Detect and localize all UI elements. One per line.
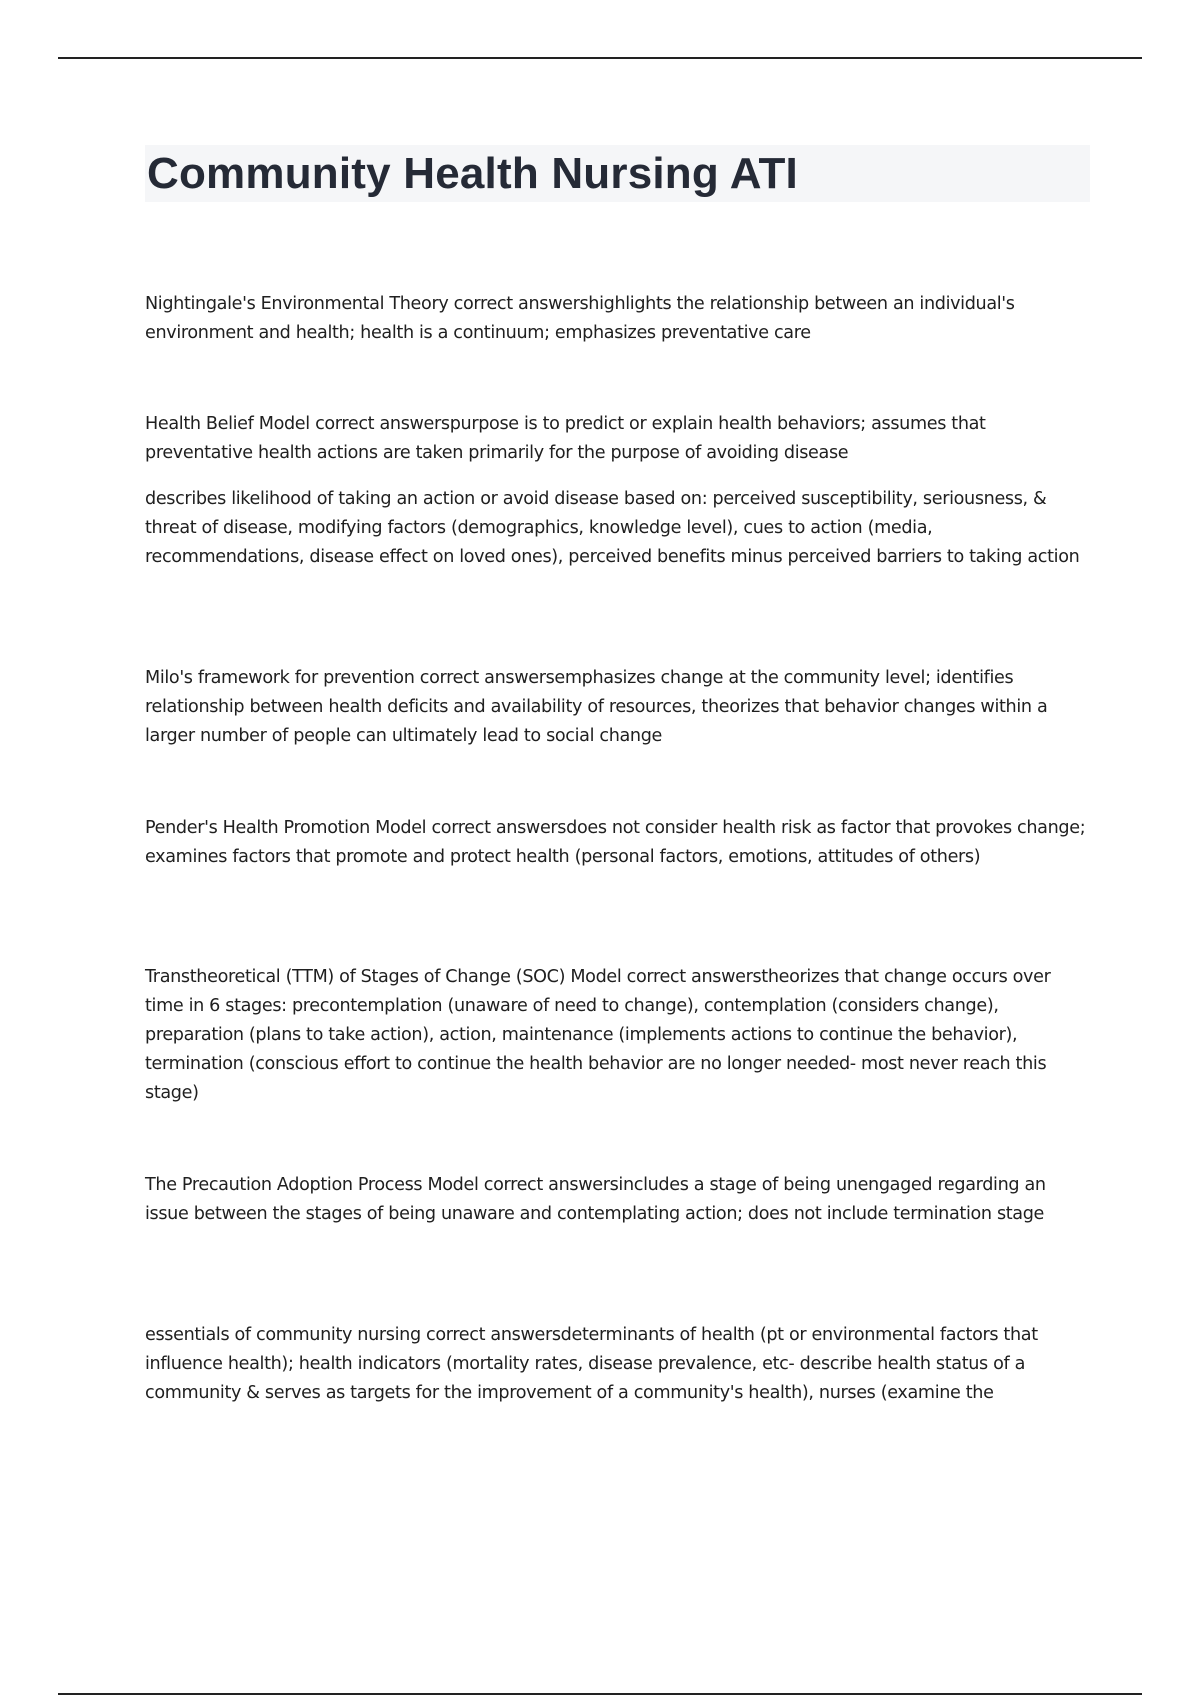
bottom-divider — [58, 1693, 1142, 1695]
top-divider — [58, 57, 1142, 59]
paragraph-pender-model: Pender's Health Promotion Model correct answersdoes not consider health risk as factor that provokes change; examines factors that promote and protect health (personal factors, emotions, attitudes of others) — [145, 818, 1086, 867]
paragraph-health-belief-details: describes likelihood of taking an action or avoid disease based on: perceived susceptibility, seriousness, & threat of disease, modifying factors (demographics, knowledge level), cues to action (media, recommendations, disease effect on loved ones), perceived benefits minus perceived barriers to taking action — [145, 489, 1080, 567]
paragraph-transtheoretical-model: Transtheoretical (TTM) of Stages of Change (SOC) Model correct answerstheorizes that change occurs over time in 6 stages: precontemplation (unaware of need to change), contemplation (considers change), preparation (plans to take action), action, maintenance (implements actions to continue the behavior), termination (conscious effort to continue the health behavior are no longer needed- most never reach this stage) — [145, 967, 1051, 1103]
paragraph-health-belief-model: Health Belief Model correct answerspurpose is to predict or explain health behaviors; assumes that preventative health actions are taken primarily for the purpose of avoiding disease — [145, 414, 986, 463]
paragraph-milo-framework: Milo's framework for prevention correct answersemphasizes change at the community level; identifies relationship between health deficits and availability of resources, theorizes that behavior changes within a larger number of people can ultimately lead to social change — [145, 668, 1048, 746]
paragraph-community-nursing-essentials: essentials of community nursing correct answersdeterminants of health (pt or environmental factors that influence health); health indicators (mortality rates, disease prevalence, etc- describe health status of a community & serves as targets for the improvement of a community's health), nurses (examine the — [145, 1325, 1038, 1403]
title-banner — [145, 145, 1090, 202]
paragraph-nightingale: Nightingale's Environmental Theory correct answershighlights the relationship between an individual's environment and health; health is a continuum; emphasizes preventative care — [145, 294, 1015, 343]
paragraph-precaution-adoption-model: The Precaution Adoption Process Model correct answersincludes a stage of being unengaged regarding an issue between the stages of being unaware and contemplating action; does not include termination stage — [145, 1175, 1046, 1224]
document-title: Community Health Nursing ATI — [147, 149, 798, 198]
